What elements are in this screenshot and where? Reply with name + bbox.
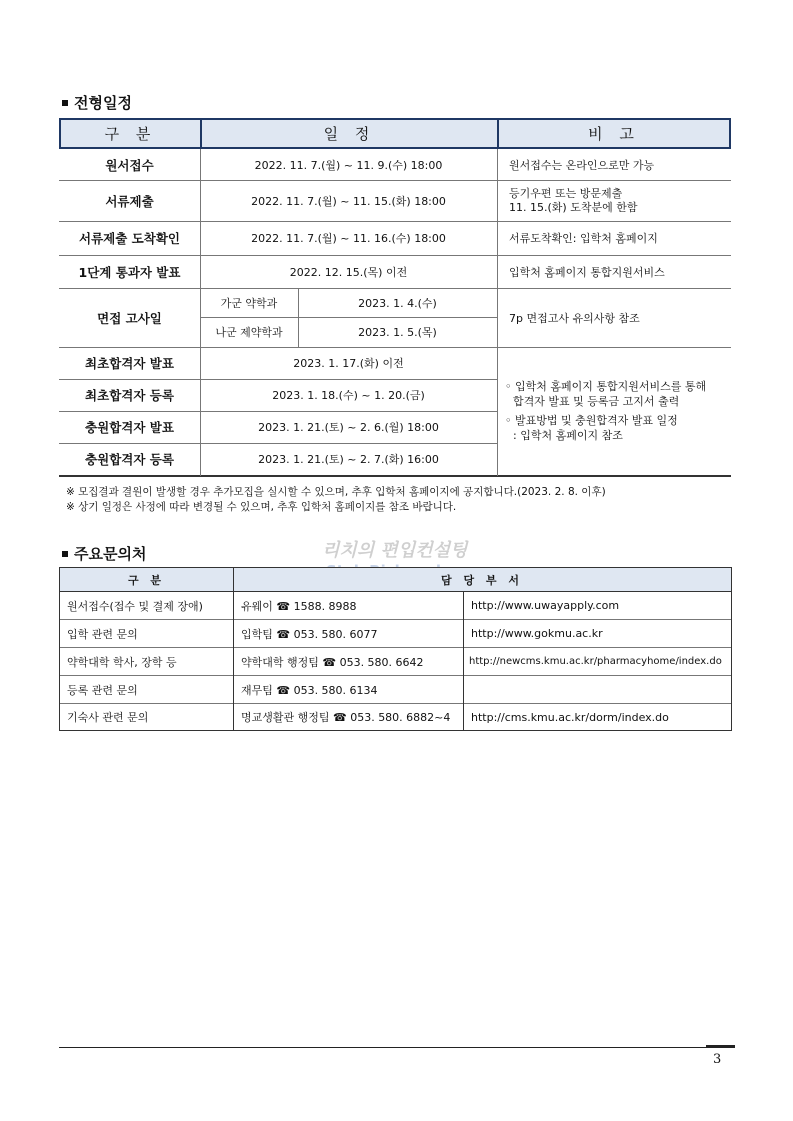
row-date: 2022. 12. 15.(목) 이전 [289, 265, 408, 279]
schedule-footnote: ※ 상기 일정은 사정에 따라 변경될 수 있으며, 추후 입학처 홈페이지를 참조 바랍니다. [66, 501, 457, 513]
contact-url-link[interactable]: http://www.uwayapply.com [471, 599, 620, 612]
footer-tab-mark [706, 1045, 735, 1048]
row-label: 최초합격자 등록 [85, 388, 174, 403]
schedule-table [59, 118, 731, 476]
row-label: 1단계 통과자 발표 [78, 264, 181, 280]
row-date: 2023. 1. 17.(화) 이전 [293, 357, 404, 370]
merged-note-line: : 입학처 홈페이지 참조 [513, 429, 623, 442]
contact-dept: 명교생활관 행정팀 ☎ 053. 580. 6882~4 [241, 711, 451, 724]
schedule-section-title [62, 92, 132, 113]
bullet-square-icon [62, 100, 68, 106]
contacts-table [59, 567, 732, 731]
row-date: 2022. 11. 7.(월) ~ 11. 9.(수) 18:00 [254, 158, 443, 172]
row-label: 서류제출 도착확인 [79, 231, 180, 246]
watermark-text: 리치의 편입컨설팅 [322, 540, 468, 561]
contact-url-link[interactable]: http://www.gokmu.ac.kr [471, 627, 603, 640]
schedule-header-category: 구 분 [59, 118, 202, 149]
contact-category: 등록 관련 문의 [67, 683, 138, 697]
contacts-header-category: 구 분 [60, 568, 233, 591]
footer-rule [59, 1047, 735, 1048]
merged-note-line: 합격자 발표 및 등록금 고지서 출력 [513, 395, 680, 408]
row-label: 서류제출 [105, 193, 154, 209]
row-note-line: 등기우편 또는 방문제출 [509, 186, 623, 200]
contact-category: 원서접수(접수 및 결제 장애) [67, 599, 203, 613]
interview-date: 2023. 1. 4.(수) [358, 296, 437, 310]
contacts-section-title [62, 543, 146, 564]
interview-date: 2023. 1. 5.(목) [358, 326, 437, 339]
schedule-header-date: 일 정 [200, 118, 499, 149]
bullet-square-icon [62, 551, 68, 557]
contact-dept: 유웨이 ☎ 1588. 8988 [241, 599, 357, 613]
row-label: 원서접수 [105, 157, 154, 173]
row-date: 2023. 1. 21.(토) ~ 2. 7.(화) 16:00 [258, 453, 439, 466]
row-date: 2022. 11. 7.(월) ~ 11. 15.(화) 18:00 [251, 194, 446, 208]
row-date: 2022. 11. 7.(월) ~ 11. 16.(수) 18:00 [251, 232, 446, 245]
contact-dept: 재무팀 ☎ 053. 580. 6134 [241, 683, 378, 697]
contact-url-link[interactable] [464, 676, 732, 703]
merged-note [497, 347, 731, 475]
interview-group: 나군 제약학과 [215, 326, 283, 339]
row-note: 서류도착확인: 입학처 홈페이지 [509, 232, 658, 245]
row-date: 2023. 1. 21.(토) ~ 2. 6.(월) 18:00 [258, 421, 439, 434]
row-note: 7p 면접고사 유의사항 참조 [509, 311, 640, 325]
schedule-footnote: ※ 모집결과 결원이 발생할 경우 추가모집을 실시할 수 있으며, 추후 입학처 홈페이지에 공지합니다.(2023. 2. 8. 이후) [66, 486, 606, 498]
merged-note-line: ◦ 발표방법 및 충원합격자 발표 일정 [505, 414, 678, 427]
row-note-line: 11. 15.(화) 도착분에 한함 [509, 200, 638, 214]
contact-dept: 입학팀 ☎ 053. 580. 6077 [241, 627, 378, 641]
contact-category: 기숙사 관련 문의 [67, 711, 149, 724]
contact-url-link[interactable]: http://newcms.kmu.ac.kr/pharmacyhome/index.do [469, 656, 722, 667]
row-date: 2023. 1. 18.(수) ~ 1. 20.(금) [272, 389, 425, 402]
interview-group: 가군 약학과 [220, 296, 278, 310]
row-label: 최초합격자 발표 [85, 356, 174, 371]
row-note [497, 180, 731, 221]
row-label: 충원합격자 발표 [85, 420, 174, 435]
row-label: 충원합격자 등록 [85, 452, 174, 467]
schedule-title-text: 전형일정 [74, 94, 132, 112]
contact-dept: 약학대학 행정팀 ☎ 053. 580. 6642 [241, 655, 424, 669]
schedule-header-note: 비 고 [497, 118, 731, 149]
row-note: 입학처 홈페이지 통합지원서비스 [509, 265, 665, 279]
page-number: 3 [713, 1052, 722, 1067]
contact-category: 약학대학 학사, 장학 등 [67, 655, 177, 669]
row-note: 원서접수는 온라인으로만 가능 [509, 158, 655, 172]
row-label: 면접 고사일 [97, 310, 162, 326]
merged-note-line: ◦ 입학처 홈페이지 통합지원서비스를 통해 [505, 380, 707, 393]
contact-url-link[interactable]: http://cms.kmu.ac.kr/dorm/index.do [471, 710, 669, 724]
contact-category: 입학 관련 문의 [67, 627, 138, 641]
contacts-header-dept: 담 당 부 서 [233, 568, 731, 591]
contacts-title-text: 주요문의처 [74, 545, 147, 563]
